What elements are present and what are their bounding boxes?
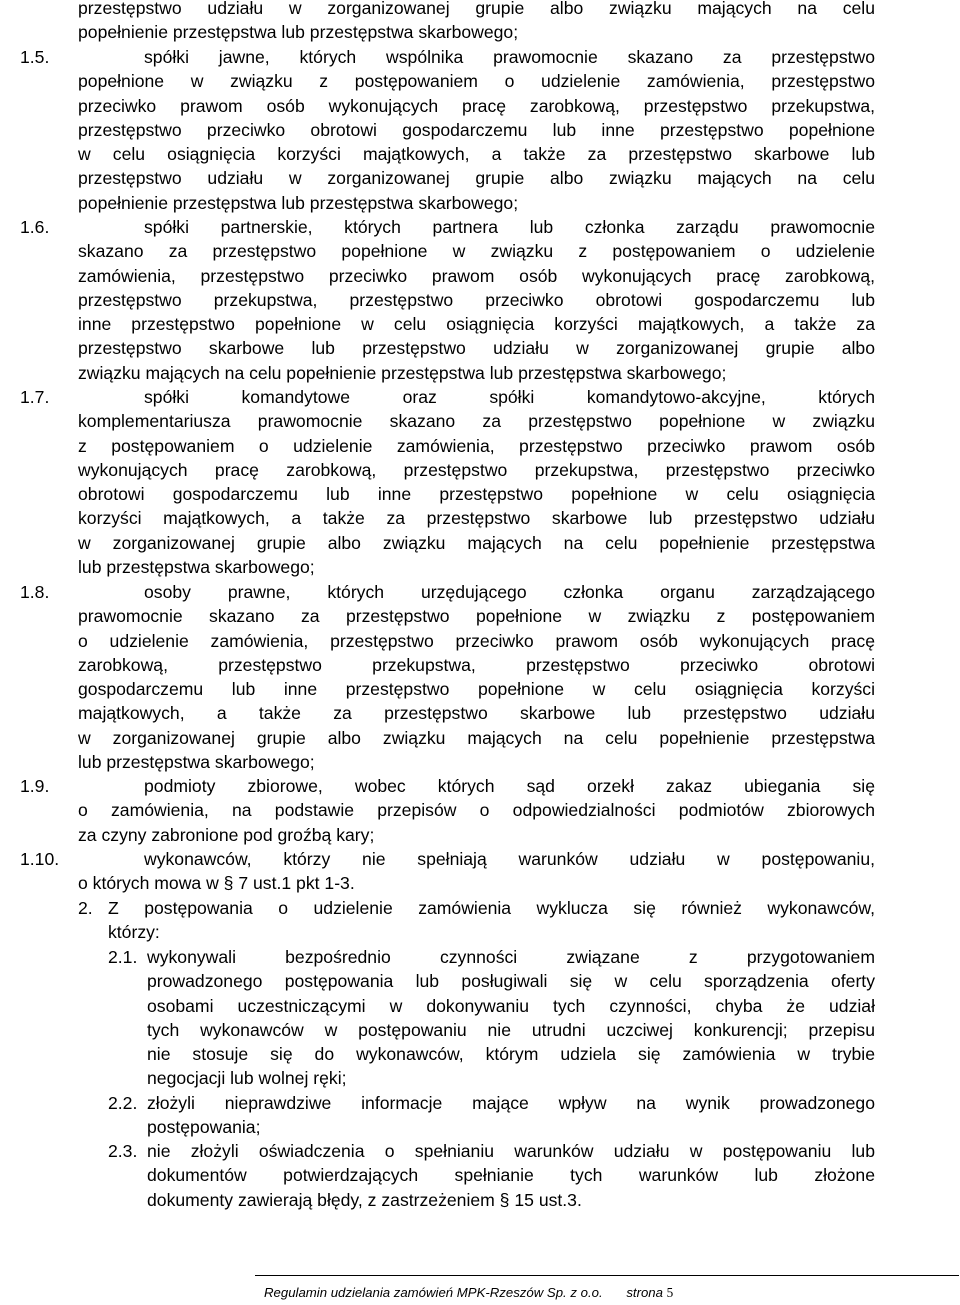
list-item: [78, 774, 875, 847]
text-line: nie stosuje się do wykonawców, którym udziela się zamówienia w trybie: [147, 1044, 875, 1065]
footer-page-number: 5: [666, 1285, 674, 1300]
text-line: inne przestępstwo popełnione w celu osiągnięcia korzyści majątkowych, a także za: [78, 314, 875, 335]
text-line: podmioty zbiorowe, wobec których sąd orzekł zakaz ubiegania się: [144, 776, 875, 796]
text-line: wykonywali bezpośrednio czynności związane z przygotowaniem: [147, 947, 875, 967]
list-item: [78, 45, 875, 215]
item-number: 1.7.: [20, 387, 50, 407]
footer-title: Regulamin udzielania zamówień MPK-Rzeszów Sp. z o.o.: [264, 1285, 603, 1300]
sub-list-item: [147, 1139, 875, 1212]
text-line: spółki partnerskie, których partnera lub członka zarządu prawomocnie: [144, 217, 875, 237]
text-line: nie złożyli oświadczenia o spełnianiu warunków udziału w postępowaniu lub: [147, 1141, 875, 1161]
text-line: przestępstwo udziału w zorganizowanej grupie albo związku mających na celu: [78, 0, 875, 18]
text-line: o zamówienia, na podstawie przepisów o odpowiedzialności podmiotów zbiorowych: [78, 800, 875, 821]
text-line: w zorganizowanej grupie albo związku mających na celu popełnienie przestępstwa: [78, 727, 875, 748]
text-line: przestępstwo przekupstwa, przestępstwo przeciwko obrotowi gospodarczemu lub: [78, 289, 875, 310]
text-line: postępowania;: [147, 1117, 261, 1138]
text-line: o których mowa w § 7 ust.1 pkt 1-3.: [78, 873, 355, 894]
text-line: złożyli nieprawdziwe informacje mające wpływ na wynik prowadzonego: [147, 1093, 875, 1113]
item-number: 1.10.: [20, 849, 60, 869]
text-line: osobami uczestniczącymi w dokonywaniu tych czynności, chyba że udział: [147, 995, 875, 1016]
text-line: za czyny zabronione pod groźbą kary;: [78, 824, 375, 845]
text-line: prowadzonego postępowania lub posługiwali się w celu sporządzenia oferty: [147, 971, 875, 992]
text-line: obrotowi gospodarczemu lub inne przestępstwo popełnione w celu osiągnięcia: [78, 484, 875, 505]
text-line: spółki jawne, których wspólnika prawomocnie skazano za przestępstwo: [144, 47, 875, 67]
text-line: przestępstwo skarbowe lub przestępstwo udziału w zorganizowanej grupie albo: [78, 338, 875, 359]
item-number: 1.9.: [20, 776, 50, 796]
text-line: w celu osiągnięcia korzyści majątkowych, a także za przestępstwo skarbowe lub: [78, 144, 875, 165]
text-line: negocjacji lub wolnej ręki;: [147, 1068, 347, 1089]
page-footer: [264, 1285, 673, 1301]
text-line: spółki komandytowe oraz spółki komandytowo-akcyjne, których: [144, 387, 875, 407]
text-line: dokumentów potwierdzających spełnianie tych warunków lub złożone: [147, 1165, 875, 1186]
text-line: o udzielenie zamówienia, przestępstwo przeciwko prawom osób wykonujących pracę: [78, 630, 875, 651]
text-line: przestępstwo przeciwko obrotowi gospodarczemu lub inne przestępstwo popełnione: [78, 119, 875, 140]
text-line: dokumenty zawierają błędy, z zastrzeżeniem § 15 ust.3.: [147, 1189, 582, 1210]
text-line: komplementariusza prawomocnie skazano za przestępstwo popełnione w związku: [78, 411, 875, 432]
subitem-number: 2.2.: [108, 1093, 138, 1113]
text-line: przeciwko prawom osób wykonujących pracę zarobkową, przestępstwo przekupstwa,: [78, 95, 875, 116]
subitem-number: 2.3.: [108, 1141, 138, 1161]
list-item: [78, 385, 875, 579]
text-line: popełnienie przestępstwa lub przestępstwa skarbowego;: [78, 22, 519, 43]
sub-list-item: [147, 945, 875, 1091]
text-line: gospodarczemu lub inne przestępstwo popełnione w celu osiągnięcia korzyści: [78, 679, 875, 700]
list-item: [78, 847, 875, 896]
text-line: z postępowaniem o udzielenie zamówienia, przestępstwo przeciwko prawom osób: [78, 435, 875, 456]
text-line: popełnione w związku z postępowaniem o udzielenie zamówienia, przestępstwo: [78, 71, 875, 92]
text-line: którzy:: [108, 922, 160, 943]
item-number: 1.5.: [20, 47, 50, 67]
footer-page-label: strona: [626, 1285, 663, 1300]
text-line: wykonujących pracę zarobkową, przestępstwo przekupstwa, przestępstwo przeciwko: [78, 459, 875, 480]
section-paragraph: [108, 896, 875, 945]
section-number: 2.: [78, 898, 93, 918]
text-line: wykonawców, którzy nie spełniają warunków udziału w postępowaniu,: [144, 849, 875, 869]
text-line: popełnienie przestępstwa lub przestępstwa skarbowego;: [78, 192, 519, 213]
subitem-number: 2.1.: [108, 947, 138, 967]
footer-divider: [255, 1275, 959, 1276]
text-line: Z postępowania o udzielenie zamówienia wyklucza się również wykonawców,: [108, 898, 875, 918]
list-item: [78, 215, 875, 385]
text-line: osoby prawne, których urzędującego członka organu zarządzającego: [144, 582, 875, 602]
text-line: lub przestępstwa skarbowego;: [78, 557, 315, 578]
text-line: lub przestępstwa skarbowego;: [78, 752, 315, 773]
item-number: 1.8.: [20, 582, 50, 602]
sub-list-item: [147, 1091, 875, 1140]
text-line: przestępstwo udziału w zorganizowanej grupie albo związku mających na celu: [78, 168, 875, 189]
item-number: 1.6.: [20, 217, 50, 237]
text-line: w zorganizowanej grupie albo związku mających na celu popełnienie przestępstwa: [78, 532, 875, 553]
text-line: prawomocnie skazano za przestępstwo popełnione w związku z postępowaniem: [78, 606, 875, 627]
text-line: korzyści majątkowych, a także za przestępstwo skarbowe lub przestępstwo udziału: [78, 508, 875, 529]
text-line: związku mających na celu popełnienie przestępstwa lub przestępstwa skarbowego;: [78, 362, 727, 383]
text-line: tych wykonawców w postępowaniu nie utrudni uczciwej konkurencji; przepisu: [147, 1019, 875, 1040]
text-line: zarobkową, przestępstwo przekupstwa, przestępstwo przeciwko obrotowi: [78, 654, 875, 675]
text-line: zamówienia, przestępstwo przeciwko prawom osób wykonujących pracę zarobkową,: [78, 265, 875, 286]
list-item: [78, 580, 875, 774]
text-line: majątkowych, a także za przestępstwo skarbowe lub przestępstwo udziału: [78, 703, 875, 724]
text-line: skazano za przestępstwo popełnione w związku z postępowaniem o udzielenie: [78, 241, 875, 262]
lead-in-paragraph: [78, 0, 875, 45]
